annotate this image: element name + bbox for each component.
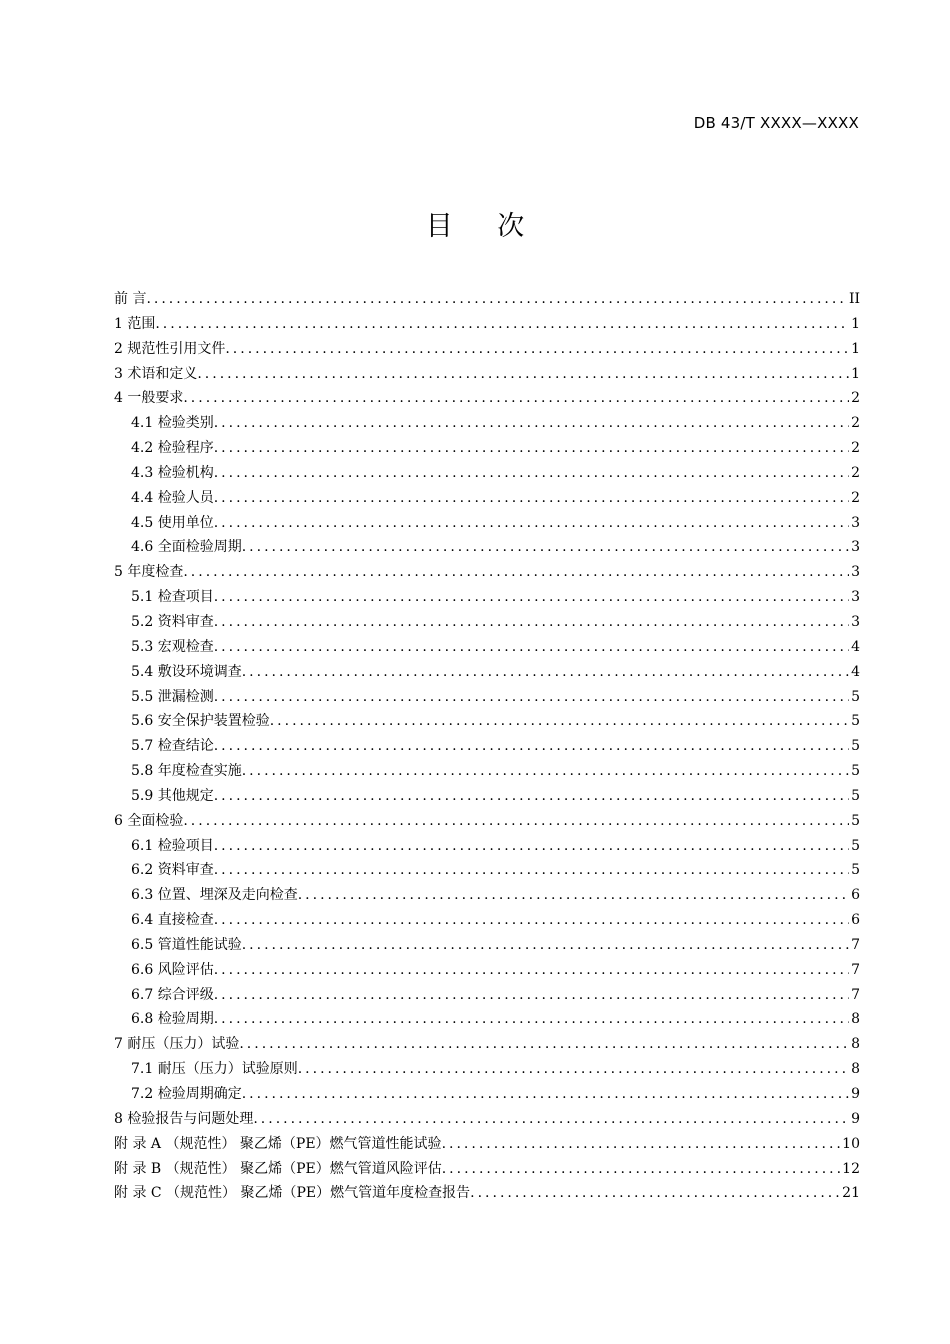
toc-dot-leader	[214, 858, 849, 883]
toc-dot-leader	[183, 386, 849, 411]
toc-entry[interactable]	[114, 983, 860, 1008]
toc-entry[interactable]	[114, 933, 860, 958]
toc-entry[interactable]	[114, 287, 860, 312]
toc-entry[interactable]	[114, 784, 860, 809]
toc-entry[interactable]	[114, 386, 860, 411]
toc-entry[interactable]	[114, 337, 860, 362]
toc-entry-page: 3	[851, 539, 860, 556]
toc-entry-page: 6	[851, 887, 860, 904]
toc-entry-label: 6.4 直接检查	[131, 912, 214, 929]
toc-entry-page: 8	[851, 1061, 860, 1078]
toc-entry[interactable]	[114, 1057, 860, 1082]
toc-entry-page: 4	[851, 663, 860, 680]
toc-entry-page: 2	[851, 415, 860, 432]
toc-dot-leader	[197, 362, 849, 387]
toc-entry-label: 6.3 位置、埋深及走向检查	[131, 887, 298, 904]
toc-entry-label: 5.6 安全保护装置检验	[131, 713, 270, 730]
toc-entry[interactable]	[114, 585, 860, 610]
toc-dot-leader	[225, 337, 849, 362]
toc-dot-leader	[298, 1057, 849, 1082]
toc-dot-leader	[214, 511, 849, 536]
toc-entry[interactable]	[114, 709, 860, 734]
table-of-contents	[114, 287, 860, 1206]
toc-entry[interactable]	[114, 734, 860, 759]
toc-entry[interactable]	[114, 610, 860, 635]
toc-dot-leader	[183, 560, 849, 585]
toc-entry[interactable]	[114, 685, 860, 710]
toc-dot-leader	[214, 958, 849, 983]
toc-entry-page: II	[848, 291, 860, 307]
toc-dot-leader	[214, 610, 849, 635]
toc-entry-page: 3	[851, 514, 860, 531]
toc-dot-leader	[242, 933, 849, 958]
toc-entry-label: 8 检验报告与问题处理	[114, 1110, 254, 1127]
toc-entry[interactable]	[114, 858, 860, 883]
toc-entry-label: 5.3 宏观检查	[131, 638, 214, 655]
toc-entry-page: 1	[851, 365, 860, 382]
toc-entry-page: 2	[851, 390, 860, 407]
toc-entry[interactable]	[114, 312, 860, 337]
toc-entry-label: 4.3 检验机构	[131, 464, 214, 481]
toc-entry[interactable]	[114, 1181, 860, 1206]
toc-entry-page: 5	[851, 713, 860, 730]
toc-entry-page: 2	[851, 464, 860, 481]
toc-entry-page: 12	[842, 1160, 860, 1177]
toc-entry-page: 5	[851, 812, 860, 829]
toc-entry-label: 6.8 检验周期	[131, 1011, 214, 1028]
toc-entry-label: 5.8 年度检查实施	[131, 763, 242, 780]
toc-entry-label: 5.1 检查项目	[131, 589, 214, 606]
toc-entry-page: 7	[851, 936, 860, 953]
toc-dot-leader	[214, 411, 849, 436]
toc-entry[interactable]	[114, 809, 860, 834]
toc-entry[interactable]	[114, 1082, 860, 1107]
toc-entry[interactable]	[114, 560, 860, 585]
toc-entry[interactable]	[114, 511, 860, 536]
toc-dot-leader	[214, 784, 849, 809]
toc-entry-page: 5	[851, 837, 860, 854]
toc-entry-label: 6.2 资料审查	[131, 862, 214, 879]
toc-entry-label: 7.1 耐压（压力）试验原则	[131, 1061, 298, 1078]
toc-dot-leader	[214, 908, 849, 933]
toc-dot-leader	[214, 585, 849, 610]
toc-dot-leader	[242, 535, 849, 560]
toc-entry-page: 1	[851, 315, 860, 332]
toc-entry-label: 2 规范性引用文件	[114, 340, 226, 357]
toc-entry[interactable]	[114, 1007, 860, 1032]
toc-entry-label: 6.7 综合评级	[131, 986, 214, 1003]
toc-entry-page: 4	[851, 638, 860, 655]
toc-entry-page: 7	[851, 986, 860, 1003]
toc-entry-page: 6	[851, 912, 860, 929]
toc-entry-label: 4.2 检验程序	[131, 440, 214, 457]
toc-entry-page: 2	[851, 440, 860, 457]
toc-dot-leader	[242, 1082, 849, 1107]
toc-entry[interactable]	[114, 759, 860, 784]
toc-title: 目 次	[425, 211, 543, 242]
toc-dot-leader	[270, 709, 849, 734]
document-code: DB 43/T XXXX—XXXX	[693, 114, 859, 132]
toc-entry-page: 2	[851, 489, 860, 506]
toc-dot-leader	[470, 1181, 840, 1206]
toc-entry[interactable]	[114, 958, 860, 983]
toc-entry-page: 21	[842, 1185, 860, 1202]
toc-dot-leader	[214, 436, 849, 461]
toc-entry-label: 5.7 检查结论	[131, 738, 214, 755]
toc-entry-label: 5 年度检查	[114, 564, 184, 581]
toc-entry-label: 7.2 检验周期确定	[131, 1086, 242, 1102]
toc-entry-page: 3	[851, 564, 860, 581]
toc-entry[interactable]	[114, 535, 860, 560]
toc-entry-label: 5.2 资料审查	[131, 613, 214, 630]
toc-entry[interactable]	[114, 436, 860, 461]
toc-entry-page: 5	[851, 862, 860, 879]
toc-dot-leader	[214, 486, 849, 511]
toc-entry-label: 6.1 检验项目	[131, 837, 214, 854]
toc-dot-leader	[214, 834, 849, 859]
toc-entry[interactable]	[114, 834, 860, 859]
toc-entry-label: 3 术语和定义	[114, 365, 198, 382]
toc-entry-label: 附 录 B （规范性） 聚乙烯（PE）燃气管道风险评估	[114, 1160, 442, 1177]
toc-entry-label: 4.1 检验类别	[131, 415, 214, 432]
toc-entry-page: 10	[842, 1135, 860, 1152]
toc-entry[interactable]	[114, 1132, 860, 1157]
toc-entry[interactable]	[114, 1032, 860, 1057]
toc-dot-leader	[214, 734, 849, 759]
toc-entry[interactable]	[114, 635, 860, 660]
toc-dot-leader	[253, 1107, 849, 1132]
toc-entry-page: 8	[851, 1011, 860, 1028]
toc-dot-leader	[242, 660, 849, 685]
toc-entry-page: 8	[851, 1036, 860, 1053]
toc-entry-label: 1 范围	[114, 315, 156, 332]
toc-entry-label: 5.9 其他规定	[131, 787, 214, 804]
toc-entry-page: 3	[851, 589, 860, 606]
toc-entry-label: 附 录 C （规范性） 聚乙烯（PE）燃气管道年度检查报告	[114, 1185, 471, 1202]
toc-dot-leader	[183, 809, 849, 834]
toc-entry-label: 6 全面检验	[114, 812, 184, 829]
toc-dot-leader	[155, 312, 849, 337]
toc-dot-leader	[146, 287, 846, 312]
toc-entry[interactable]	[114, 411, 860, 436]
toc-entry-page: 5	[851, 787, 860, 804]
toc-entry[interactable]	[114, 883, 860, 908]
toc-entry-page: 3	[851, 613, 860, 630]
toc-dot-leader	[239, 1032, 849, 1057]
toc-entry-page: 5	[851, 688, 860, 705]
toc-entry-label: 4.5 使用单位	[131, 514, 214, 531]
toc-entry[interactable]	[114, 908, 860, 933]
toc-entry-label: 7 耐压（压力）试验	[114, 1036, 240, 1053]
toc-entry-label: 6.6 风险评估	[131, 961, 214, 978]
toc-entry[interactable]	[114, 362, 860, 387]
toc-entry-label: 6.5 管道性能试验	[131, 936, 242, 953]
toc-dot-leader	[442, 1157, 840, 1182]
toc-entry-page: 5	[851, 763, 860, 780]
toc-dot-leader	[214, 635, 849, 660]
toc-entry-page: 9	[851, 1086, 860, 1102]
toc-dot-leader	[242, 759, 849, 784]
toc-dot-leader	[214, 685, 849, 710]
toc-entry[interactable]	[114, 486, 860, 511]
toc-entry-page: 5	[851, 738, 860, 755]
toc-dot-leader	[214, 461, 849, 486]
toc-entry-label: 前 言	[114, 291, 147, 307]
toc-entry[interactable]	[114, 1107, 860, 1132]
toc-dot-leader	[442, 1132, 841, 1157]
toc-dot-leader	[298, 883, 849, 908]
toc-dot-leader	[214, 983, 849, 1008]
toc-entry-page: 9	[851, 1110, 860, 1127]
toc-entry-label: 附 录 A （规范性） 聚乙烯（PE）燃气管道性能试验	[114, 1135, 442, 1152]
toc-entry-label: 4 一般要求	[114, 390, 184, 407]
toc-entry[interactable]	[114, 461, 860, 486]
toc-entry[interactable]	[114, 660, 860, 685]
toc-entry-label: 4.4 检验人员	[131, 489, 214, 506]
toc-entry-label: 5.4 敷设环境调查	[131, 663, 242, 680]
toc-entry-label: 5.5 泄漏检测	[131, 688, 214, 705]
toc-entry[interactable]	[114, 1157, 860, 1182]
toc-entry-label: 4.6 全面检验周期	[131, 539, 242, 556]
toc-dot-leader	[214, 1007, 849, 1032]
toc-entry-page: 1	[851, 340, 860, 357]
toc-entry-page: 7	[851, 961, 860, 978]
